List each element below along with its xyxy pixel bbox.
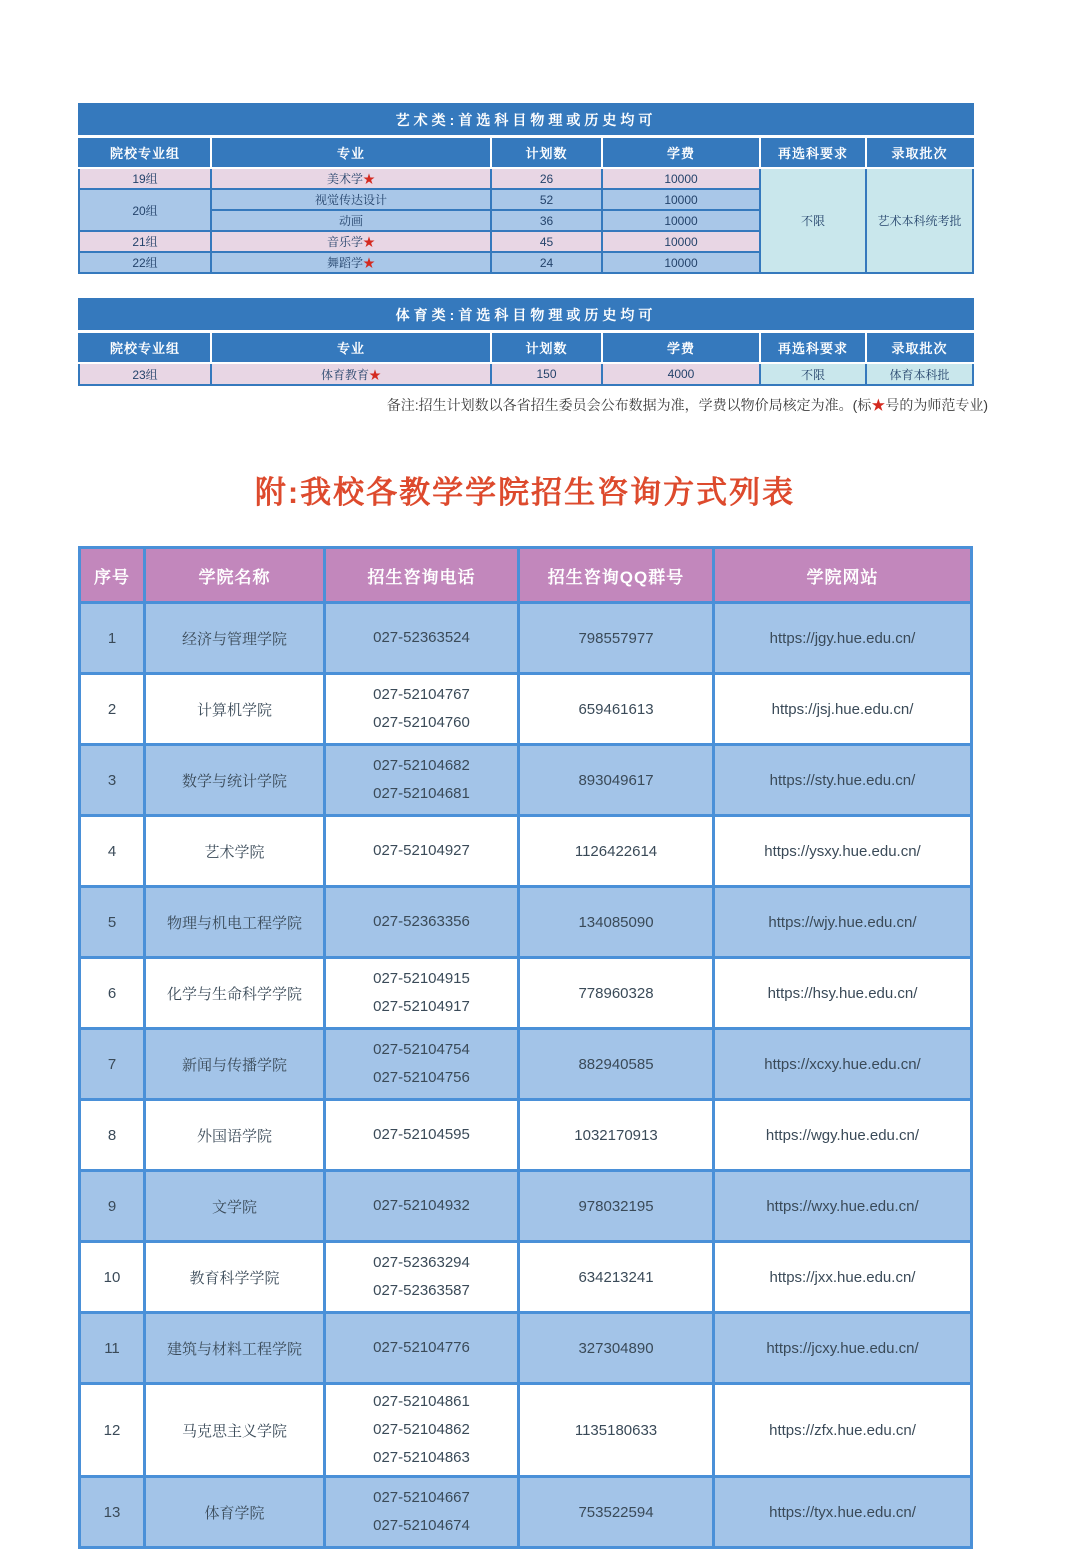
college-cell: 经济与管理学院 bbox=[145, 603, 325, 674]
phone-cell bbox=[325, 1242, 519, 1313]
major-cell bbox=[211, 231, 491, 252]
group-cell: 20组 bbox=[79, 189, 211, 231]
seq-cell: 10 bbox=[80, 1242, 145, 1313]
column-header-college: 学院名称 bbox=[145, 548, 325, 603]
college-contact-table bbox=[78, 546, 973, 1549]
phone-line: 027-52363294 bbox=[373, 1254, 470, 1271]
phone-line: 027-52363524 bbox=[373, 629, 470, 646]
college-row bbox=[80, 1477, 972, 1548]
seq-cell: 9 bbox=[80, 1171, 145, 1242]
college-row bbox=[80, 816, 972, 887]
college-row bbox=[80, 674, 972, 745]
sports-table-header-row bbox=[79, 332, 973, 364]
site-cell: https://sty.hue.edu.cn/ bbox=[714, 745, 972, 816]
phone-cell bbox=[325, 603, 519, 674]
college-row bbox=[80, 1313, 972, 1384]
seq-cell: 2 bbox=[80, 674, 145, 745]
art-table-header-row bbox=[79, 137, 973, 169]
site-cell: https://hsy.hue.edu.cn/ bbox=[714, 958, 972, 1029]
fee-cell: 10000 bbox=[602, 168, 760, 189]
major-label: 动画 bbox=[338, 214, 363, 228]
fee-cell: 10000 bbox=[602, 252, 760, 273]
plan-cell: 45 bbox=[491, 231, 602, 252]
phone-line: 027-52363356 bbox=[373, 913, 470, 930]
column-header-fee: 学费 bbox=[602, 332, 760, 364]
seq-cell: 6 bbox=[80, 958, 145, 1029]
qq-cell: 1126422614 bbox=[519, 816, 714, 887]
plan-cell: 26 bbox=[491, 168, 602, 189]
college-cell: 文学院 bbox=[145, 1171, 325, 1242]
qq-cell: 1135180633 bbox=[519, 1384, 714, 1477]
college-cell: 艺术学院 bbox=[145, 816, 325, 887]
site-cell: https://jgy.hue.edu.cn/ bbox=[714, 603, 972, 674]
phone-line: 027-52104682 bbox=[373, 757, 470, 774]
phone-line: 027-52104915 bbox=[373, 970, 470, 987]
site-cell: https://jcxy.hue.edu.cn/ bbox=[714, 1313, 972, 1384]
qq-cell: 798557977 bbox=[519, 603, 714, 674]
college-cell: 化学与生命科学学院 bbox=[145, 958, 325, 1029]
phone-line: 027-52104760 bbox=[373, 714, 470, 731]
star-icon: ★ bbox=[363, 235, 376, 249]
qq-cell: 753522594 bbox=[519, 1477, 714, 1548]
qq-cell: 778960328 bbox=[519, 958, 714, 1029]
major-cell bbox=[211, 252, 491, 273]
major-cell bbox=[211, 168, 491, 189]
college-table-header-row bbox=[80, 548, 972, 603]
star-icon: ★ bbox=[871, 397, 886, 413]
site-cell: https://xcxy.hue.edu.cn/ bbox=[714, 1029, 972, 1100]
seq-cell: 1 bbox=[80, 603, 145, 674]
college-row bbox=[80, 887, 972, 958]
phone-cell bbox=[325, 1313, 519, 1384]
college-row bbox=[80, 1384, 972, 1477]
art-table-title: 艺术类:首选科目物理或历史均可 bbox=[79, 104, 973, 137]
major-label: 美术学 bbox=[326, 172, 363, 186]
phone-line: 027-52104776 bbox=[373, 1339, 470, 1356]
requirement-cell: 不限 bbox=[760, 363, 866, 385]
phone-line: 027-52104932 bbox=[373, 1197, 470, 1214]
seq-cell: 13 bbox=[80, 1477, 145, 1548]
column-header-major: 专业 bbox=[211, 332, 491, 364]
group-cell: 19组 bbox=[79, 168, 211, 189]
phone-cell bbox=[325, 1100, 519, 1171]
phone-cell bbox=[325, 1171, 519, 1242]
college-cell: 物理与机电工程学院 bbox=[145, 887, 325, 958]
phone-line: 027-52104917 bbox=[373, 998, 470, 1015]
section-title: 附:我校各教学学院招生咨询方式列表 bbox=[254, 475, 796, 510]
seq-cell: 11 bbox=[80, 1313, 145, 1384]
batch-cell: 艺术本科统考批 bbox=[866, 168, 973, 273]
site-cell: https://wxy.hue.edu.cn/ bbox=[714, 1171, 972, 1242]
fee-cell: 10000 bbox=[602, 189, 760, 210]
column-header-phone: 招生咨询电话 bbox=[325, 548, 519, 603]
major-cell bbox=[211, 363, 491, 385]
phone-line: 027-52104681 bbox=[373, 785, 470, 802]
phone-line: 027-52104861 bbox=[373, 1393, 470, 1410]
college-row bbox=[80, 1100, 972, 1171]
group-cell: 23组 bbox=[79, 363, 211, 385]
requirement-cell: 不限 bbox=[760, 168, 866, 273]
college-row bbox=[80, 745, 972, 816]
star-icon: ★ bbox=[369, 367, 382, 382]
phone-line: 027-52104863 bbox=[373, 1449, 470, 1466]
fee-cell: 10000 bbox=[602, 231, 760, 252]
phone-line: 027-52104754 bbox=[373, 1041, 470, 1058]
sports-admissions-table bbox=[78, 298, 974, 386]
major-label: 音乐学 bbox=[326, 235, 363, 249]
group-cell: 21组 bbox=[79, 231, 211, 252]
phone-cell bbox=[325, 1384, 519, 1477]
column-header-batch: 录取批次 bbox=[866, 332, 973, 364]
column-header-requirement: 再选科要求 bbox=[760, 137, 866, 169]
phone-cell bbox=[325, 745, 519, 816]
group-cell: 22组 bbox=[79, 252, 211, 273]
phone-line: 027-52363587 bbox=[373, 1282, 470, 1299]
phone-cell bbox=[325, 887, 519, 958]
phone-line: 027-52104756 bbox=[373, 1069, 470, 1086]
phone-line: 027-52104862 bbox=[373, 1421, 470, 1438]
star-icon: ★ bbox=[363, 172, 376, 186]
seq-cell: 12 bbox=[80, 1384, 145, 1477]
college-row bbox=[80, 958, 972, 1029]
site-cell: https://tyx.hue.edu.cn/ bbox=[714, 1477, 972, 1548]
fee-cell: 4000 bbox=[602, 363, 760, 385]
art-admissions-table bbox=[78, 103, 974, 274]
phone-cell bbox=[325, 1029, 519, 1100]
plan-row bbox=[79, 363, 973, 385]
phone-cell bbox=[325, 958, 519, 1029]
footnote bbox=[78, 395, 988, 415]
column-header-qq: 招生咨询QQ群号 bbox=[519, 548, 714, 603]
fee-cell: 10000 bbox=[602, 210, 760, 231]
sports-table-title: 体育类:首选科目物理或历史均可 bbox=[79, 299, 973, 332]
major-label: 体育教育 bbox=[320, 367, 369, 382]
phone-line: 027-52104595 bbox=[373, 1126, 470, 1143]
seq-cell: 5 bbox=[80, 887, 145, 958]
plan-cell: 52 bbox=[491, 189, 602, 210]
phone-line: 027-52104927 bbox=[373, 842, 470, 859]
college-row bbox=[80, 603, 972, 674]
phone-line: 027-52104667 bbox=[373, 1489, 470, 1506]
site-cell: https://wjy.hue.edu.cn/ bbox=[714, 887, 972, 958]
site-cell: https://ysxy.hue.edu.cn/ bbox=[714, 816, 972, 887]
major-cell bbox=[211, 210, 491, 231]
qq-cell: 659461613 bbox=[519, 674, 714, 745]
college-cell: 新闻与传播学院 bbox=[145, 1029, 325, 1100]
column-header-plan: 计划数 bbox=[491, 332, 602, 364]
college-cell: 数学与统计学院 bbox=[145, 745, 325, 816]
college-cell: 外国语学院 bbox=[145, 1100, 325, 1171]
seq-cell: 7 bbox=[80, 1029, 145, 1100]
plan-cell: 150 bbox=[491, 363, 602, 385]
footnote-text-prefix: 备注:招生计划数以各省招生委员会公布数据为准，学费以物价局核定为准。(标 bbox=[386, 397, 872, 413]
major-label: 视觉传达设计 bbox=[314, 193, 387, 207]
seq-cell: 3 bbox=[80, 745, 145, 816]
college-row bbox=[80, 1029, 972, 1100]
spacer bbox=[78, 274, 1080, 298]
phone-cell bbox=[325, 1477, 519, 1548]
phone-line: 027-52104674 bbox=[373, 1517, 470, 1534]
phone-cell bbox=[325, 674, 519, 745]
college-cell: 计算机学院 bbox=[145, 674, 325, 745]
column-header-group: 院校专业组 bbox=[79, 137, 211, 169]
column-header-batch: 录取批次 bbox=[866, 137, 973, 169]
college-cell: 教育科学学院 bbox=[145, 1242, 325, 1313]
column-header-major: 专业 bbox=[211, 137, 491, 169]
qq-cell: 327304890 bbox=[519, 1313, 714, 1384]
column-header-group: 院校专业组 bbox=[79, 332, 211, 364]
batch-cell: 体育本科批 bbox=[866, 363, 973, 385]
plan-cell: 36 bbox=[491, 210, 602, 231]
seq-cell: 4 bbox=[80, 816, 145, 887]
college-cell: 建筑与材料工程学院 bbox=[145, 1313, 325, 1384]
site-cell: https://jsj.hue.edu.cn/ bbox=[714, 674, 972, 745]
column-header-site: 学院网站 bbox=[714, 548, 972, 603]
phone-line: 027-52104767 bbox=[373, 686, 470, 703]
site-cell: https://zfx.hue.edu.cn/ bbox=[714, 1384, 972, 1477]
footnote-text-suffix: 号的为师范专业) bbox=[885, 397, 988, 413]
column-header-seq: 序号 bbox=[80, 548, 145, 603]
college-row bbox=[80, 1171, 972, 1242]
college-cell: 体育学院 bbox=[145, 1477, 325, 1548]
qq-cell: 1032170913 bbox=[519, 1100, 714, 1171]
qq-cell: 134085090 bbox=[519, 887, 714, 958]
site-cell: https://jxx.hue.edu.cn/ bbox=[714, 1242, 972, 1313]
plan-row bbox=[79, 168, 973, 189]
qq-cell: 634213241 bbox=[519, 1242, 714, 1313]
qq-cell: 882940585 bbox=[519, 1029, 714, 1100]
major-label: 舞蹈学 bbox=[326, 256, 363, 270]
qq-cell: 893049617 bbox=[519, 745, 714, 816]
major-cell bbox=[211, 189, 491, 210]
seq-cell: 8 bbox=[80, 1100, 145, 1171]
qq-cell: 978032195 bbox=[519, 1171, 714, 1242]
college-row bbox=[80, 1242, 972, 1313]
column-header-plan: 计划数 bbox=[491, 137, 602, 169]
site-cell: https://wgy.hue.edu.cn/ bbox=[714, 1100, 972, 1171]
college-cell: 马克思主义学院 bbox=[145, 1384, 325, 1477]
plan-cell: 24 bbox=[491, 252, 602, 273]
star-icon: ★ bbox=[363, 256, 376, 270]
column-header-fee: 学费 bbox=[602, 137, 760, 169]
phone-cell bbox=[325, 816, 519, 887]
column-header-requirement: 再选科要求 bbox=[760, 332, 866, 364]
